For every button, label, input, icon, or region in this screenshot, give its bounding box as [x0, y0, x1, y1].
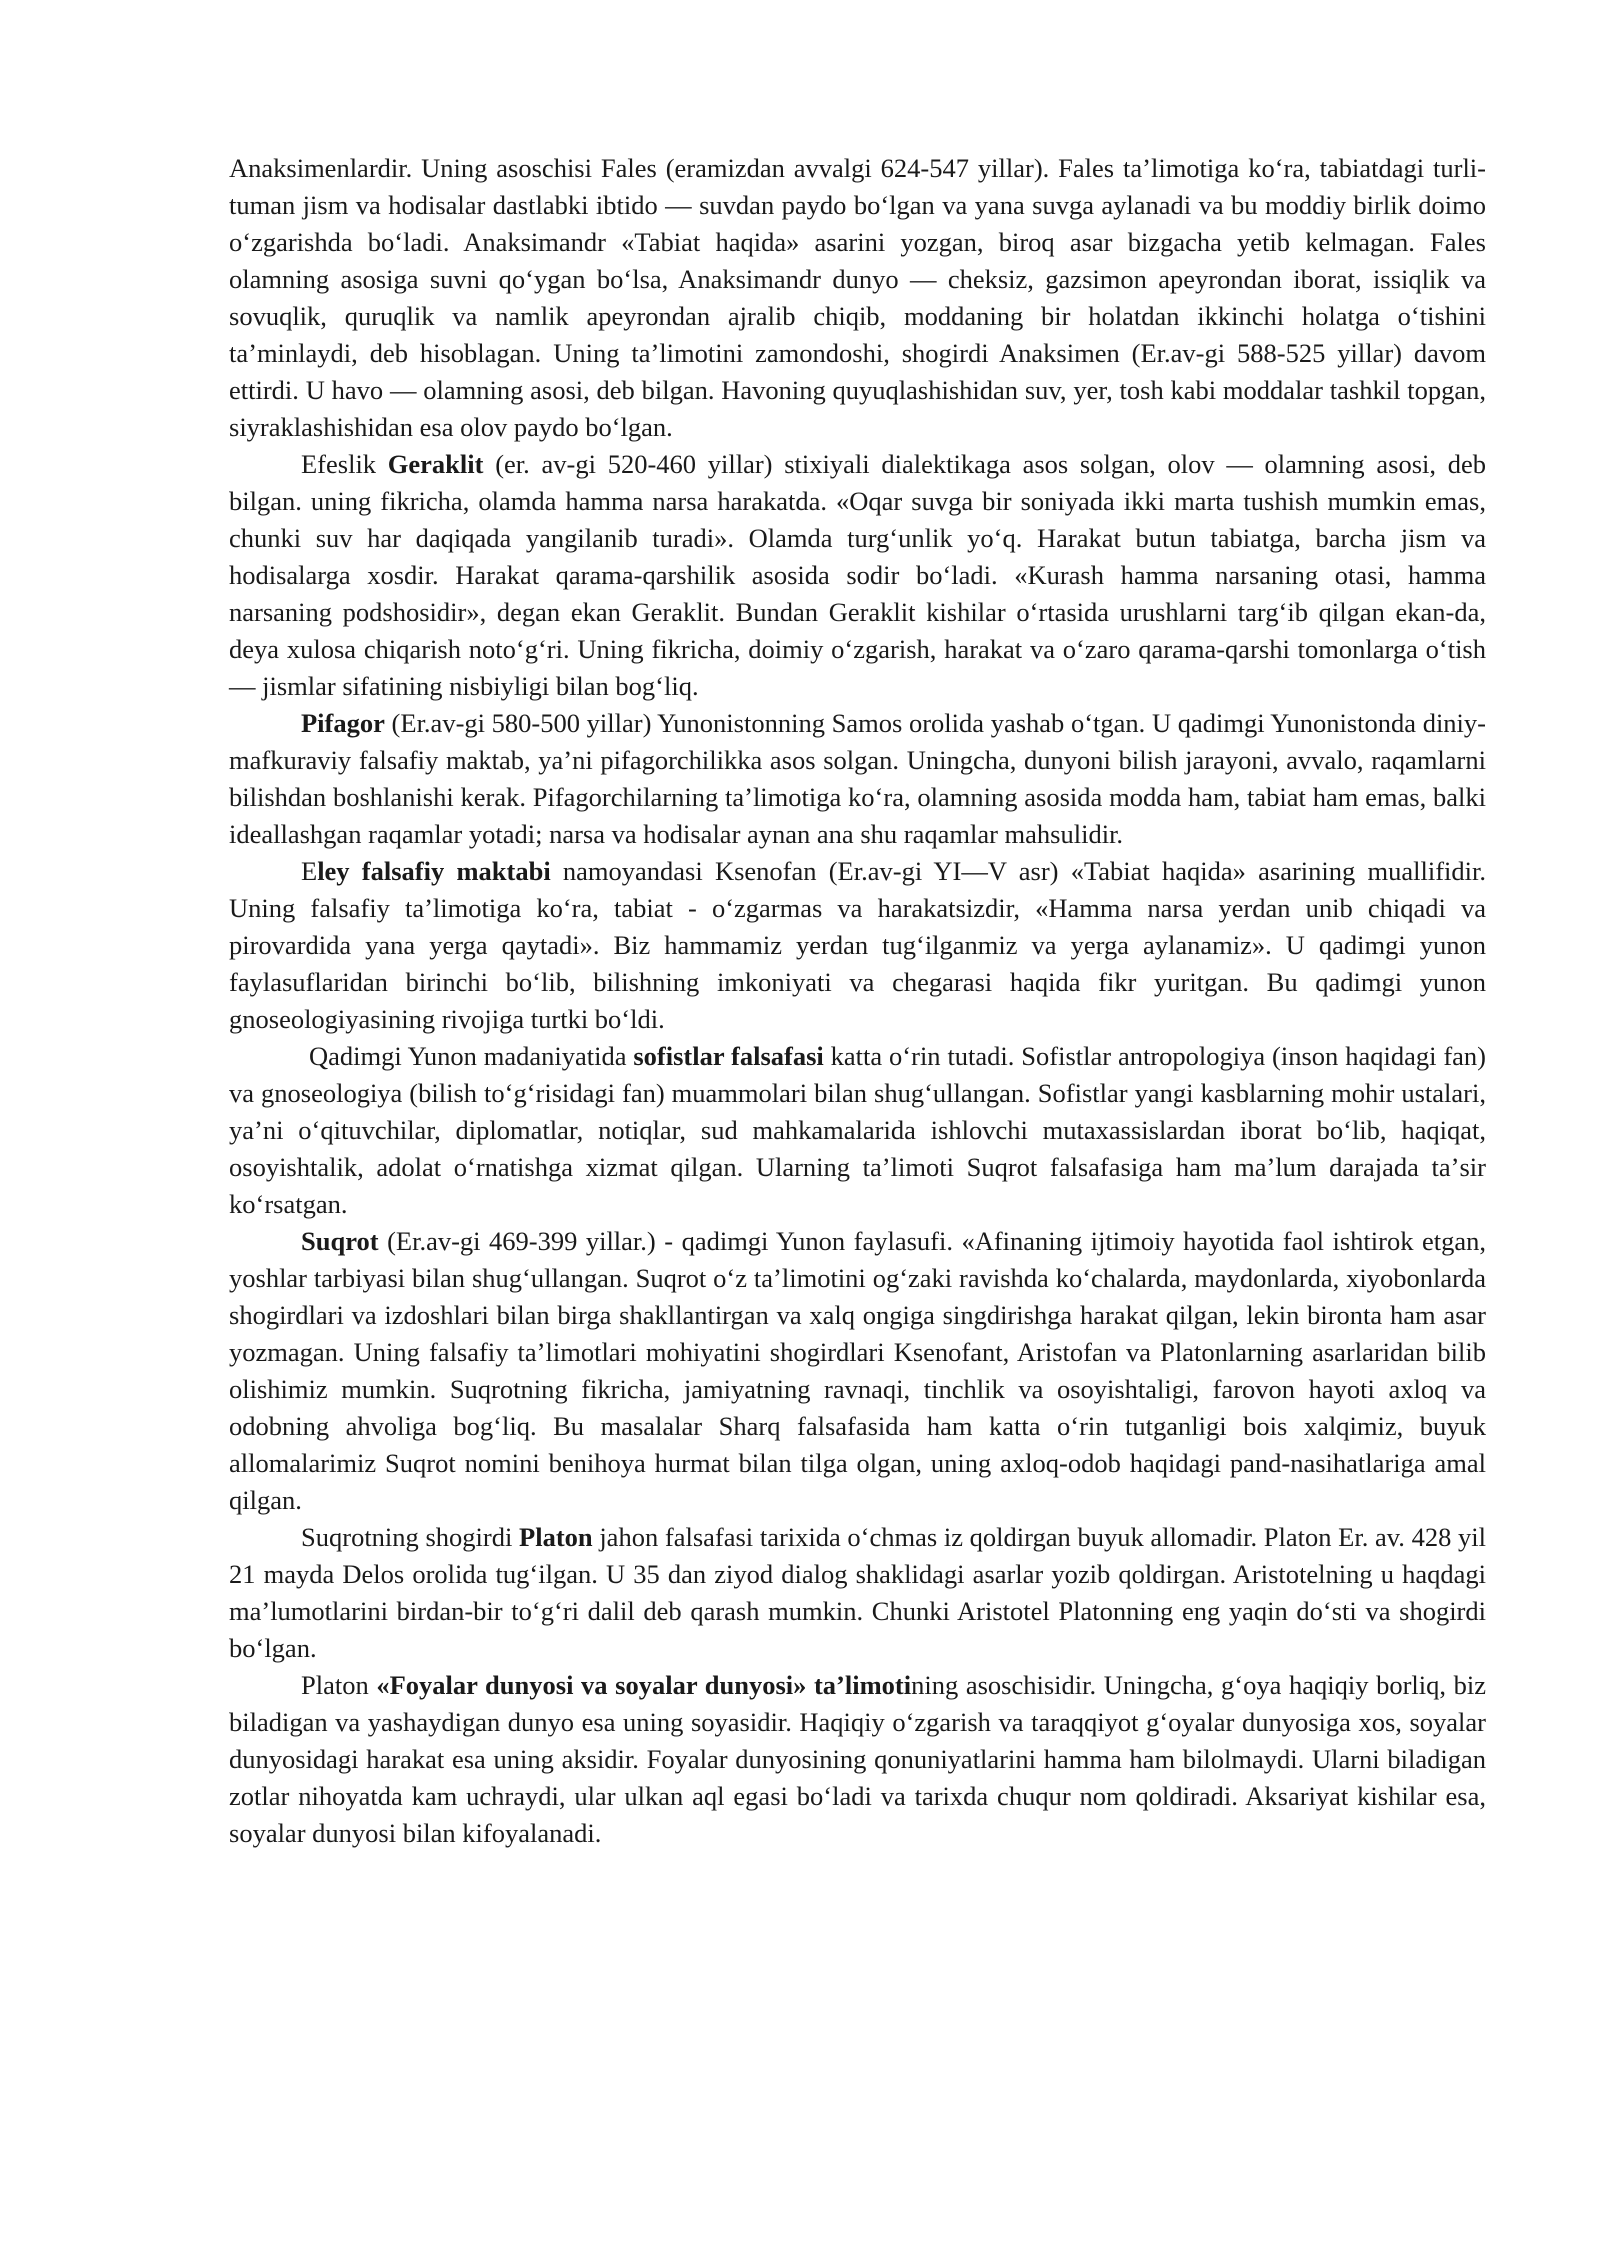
- bold-term-eley-falsafiy-maktabi: ley falsafiy maktabi: [317, 856, 551, 886]
- bold-term-suqrot: Suqrot: [301, 1226, 379, 1256]
- paragraph-text: (er. av-gi 520-460 yillar) stixiyali dialektikaga asos solgan, olov — olamning asosi, deb bilgan. uning fikricha, olamda hamma narsa harakatda. «Oqar suvga bir soniyada ikki marta tushish mumkin emas, chunki suv har daqiqada yangilanib turadi». Olamda turgʻunlik yoʻq. Harakat butun tabiatga, barcha jism va hodisalarga xosdir. Harakat qarama-qarshilik asosida sodir boʻladi. «Kurash hamma narsaning otasi, hamma narsaning podshosidir», degan ekan Geraklit. Bundan Geraklit kishilar oʻrtasida urushlarni targʻib qilgan ekan-da, deya xulosa chiqarish notoʻgʻri. Uning fikricha, doimiy oʻzgarish, harakat va oʻzaro qarama-qarshi tomonlarga oʻtish — jismlar sifatining nisbiyligi bilan bogʻliq.: [229, 449, 1486, 701]
- paragraph-text: jahon falsafasi tarixida oʻchmas iz qoldirgan buyuk allomadir. Platon Er. av. 428 yil 21 mayda Delos orolida tugʻilgan. U 35 dan ziyod dialog shaklidagi asarlar yozib qoldirgan. Aristotelning u haqdagi maʼlumotlarini birdan-bir toʻgʻri dalil deb qarash mumkin. Chunki Aristotel Platonning eng yaqin doʻsti va shogirdi boʻlgan.: [229, 1522, 1486, 1663]
- bold-term-platon: Platon: [519, 1522, 593, 1552]
- paragraph-foyalar-dunyosi: [229, 1667, 1486, 1852]
- paragraph-text: (Er.av-gi 580-500 yillar) Yunonistonning Samos orolida yashab oʻtgan. U qadimgi Yunonistonda diniy-mafkuraviy falsafiy maktab, yaʼni pifagorchilikka asos solgan. Uningcha, dunyoni bilish jarayoni, avvalo, raqamlarni bilishdan boshlanishi kerak. Pifagorchilarning taʼlimotiga koʻra, olamning asosida modda ham, tabiat ham emas, balki ideallashgan raqamlar yotadi; narsa va hodisalar aynan ana shu raqamlar mahsulidir.: [229, 708, 1486, 849]
- document-body: [229, 150, 1486, 1852]
- paragraph-text: E: [301, 856, 318, 886]
- bold-term-foyalar-dunyosi: «Foyalar dunyosi va soyalar dunyosi» taʼlimoti: [376, 1670, 912, 1700]
- paragraph-suqrot: [229, 1223, 1486, 1519]
- paragraph-text: Efeslik: [301, 449, 388, 479]
- paragraph-geraklit: [229, 446, 1486, 705]
- paragraph-text: Qadimgi Yunon madaniyatida: [309, 1041, 634, 1071]
- paragraph-text: Suqrotning shogirdi: [301, 1522, 520, 1552]
- bold-term-geraklit: Geraklit: [387, 449, 484, 479]
- bold-term-pifagor: Pifagor: [301, 708, 385, 738]
- paragraph-eley-maktabi: [229, 853, 1486, 1038]
- paragraph-sofistlar: [229, 1038, 1486, 1223]
- paragraph-pifagor: [229, 705, 1486, 853]
- bold-term-sofistlar-falsafasi: sofistlar falsafasi: [633, 1041, 824, 1071]
- paragraph-text: Anaksimenlardir. Uning asoschisi Fales (eramizdan avvalgi 624-547 yillar). Fales taʼlimotiga koʻra, tabiatdagi turli-tuman jism va hodisalar dastlabki ibtido — suvdan paydo boʻlgan va yana suvga aylanadi va bu moddiy birlik doimo oʻzgarishda boʻladi. Anaksimandr «Tabiat haqida» asarini yozgan, biroq asar bizgacha yetib kelmagan. Fales olamning asosiga suvni qoʻygan boʻlsa, Anaksimandr dunyo — cheksiz, gazsimon apeyrondan iborat, issiqlik va sovuqlik, quruqlik va namlik apeyrondan ajralib chiqib, moddaning bir holatdan ikkinchi holatga oʻtishini taʼminlaydi, deb hisoblagan. Uning taʼlimotini zamondoshi, shogirdi Anaksimen (Er.av-gi 588-525 yillar) davom ettirdi. U havo — olamning asosi, deb bilgan. Havoning quyuqlashishidan suv, yer, tosh kabi moddalar tashkil topgan, siyraklashishidan esa olov paydo boʻlgan.: [229, 153, 1486, 442]
- paragraph-platon: [229, 1519, 1486, 1667]
- paragraph-text: ning asoschisidir. Uningcha, gʻoya haqiqiy borliq, biz biladigan va yashaydigan dunyo esa uning soyasidir. Haqiqiy oʻzgarish va taraqqiyot gʻoyalar dunyosiga xos, soyalar dunyosidagi harakat esa uning aksidir. Foyalar dunyosining qonuniyatlarini hamma ham bilolmaydi. Ularni biladigan zotlar nihoyatda kam uchraydi, ular ulkan aql egasi boʻladi va tarixda chuqur nom qoldiradi. Aksariyat kishilar esa, soyalar dunyosi bilan kifoyalanadi.: [229, 1670, 1486, 1848]
- paragraph-text: namoyandasi Ksenofan (Er.av-gi YI—V asr) «Tabiat haqida» asarining muallifidir. Uning falsafiy taʼlimotiga koʻra, tabiat - oʻzgarmas va harakatsizdir, «Hamma narsa yerdan unib chiqadi va pirovardida yana yerga qaytadi». Biz hammamiz yerdan tugʻilganmiz va yerga aylanamiz». U qadimgi yunon faylasuflaridan birinchi boʻlib, bilishning imkoniyati va chegarasi haqida fikr yuritgan. Bu qadimgi yunon gnoseologiyasining rivojiga turtki boʻldi.: [229, 856, 1486, 1034]
- paragraph-text: Platon: [301, 1670, 377, 1700]
- paragraph-text: (Er.av-gi 469-399 yillar.) - qadimgi Yunon faylasufi. «Afinaning ijtimoiy hayotida faol ishtirok etgan, yoshlar tarbiyasi bilan shugʻullangan. Suqrot oʻz taʼlimotini ogʻzaki ravishda koʻchalarda, maydonlarda, xiyobonlarda shogirdlari va izdoshlari bilan birga shakllantirgan va xalq ongiga singdirishga harakat qilgan, lekin bironta ham asar yozmagan. Uning falsafiy taʼlimotlari mohiyatini shogirdlari Ksenofant, Aristofan va Platonlarning asarlaridan bilib olishimiz mumkin. Suqrotning fikricha, jamiyatning ravnaqi, tinchlik va osoyishtaligi, farovon hayoti axloq va odobning ahvoliga bogʻliq. Bu masalalar Sharq falsafasida ham katta oʻrin tutganligi bois xalqimiz, buyuk allomalarimiz Suqrot nomini benihoya hurmat bilan tilga olgan, uning axloq-odob haqidagi pand-nasihatlariga amal qilgan.: [229, 1226, 1486, 1515]
- paragraph-fales-anaksimandr: [229, 150, 1486, 446]
- paragraph-text: katta oʻrin tutadi. Sofistlar antropologiya (inson haqidagi fan) va gnoseologiya (bilish toʻgʻrisidagi fan) muammolari bilan shugʻullangan. Sofistlar yangi kasblarning mohir ustalari, yaʼni oʻqituvchilar, diplomatlar, notiqlar, sud mahkamalarida ishlovchi mutaxassislardan iborat boʻlib, haqiqat, osoyishtalik, adolat oʻrnatishga xizmat qilgan. Ularning taʼlimoti Suqrot falsafasiga ham maʼlum darajada taʼsir koʻrsatgan.: [229, 1041, 1486, 1219]
